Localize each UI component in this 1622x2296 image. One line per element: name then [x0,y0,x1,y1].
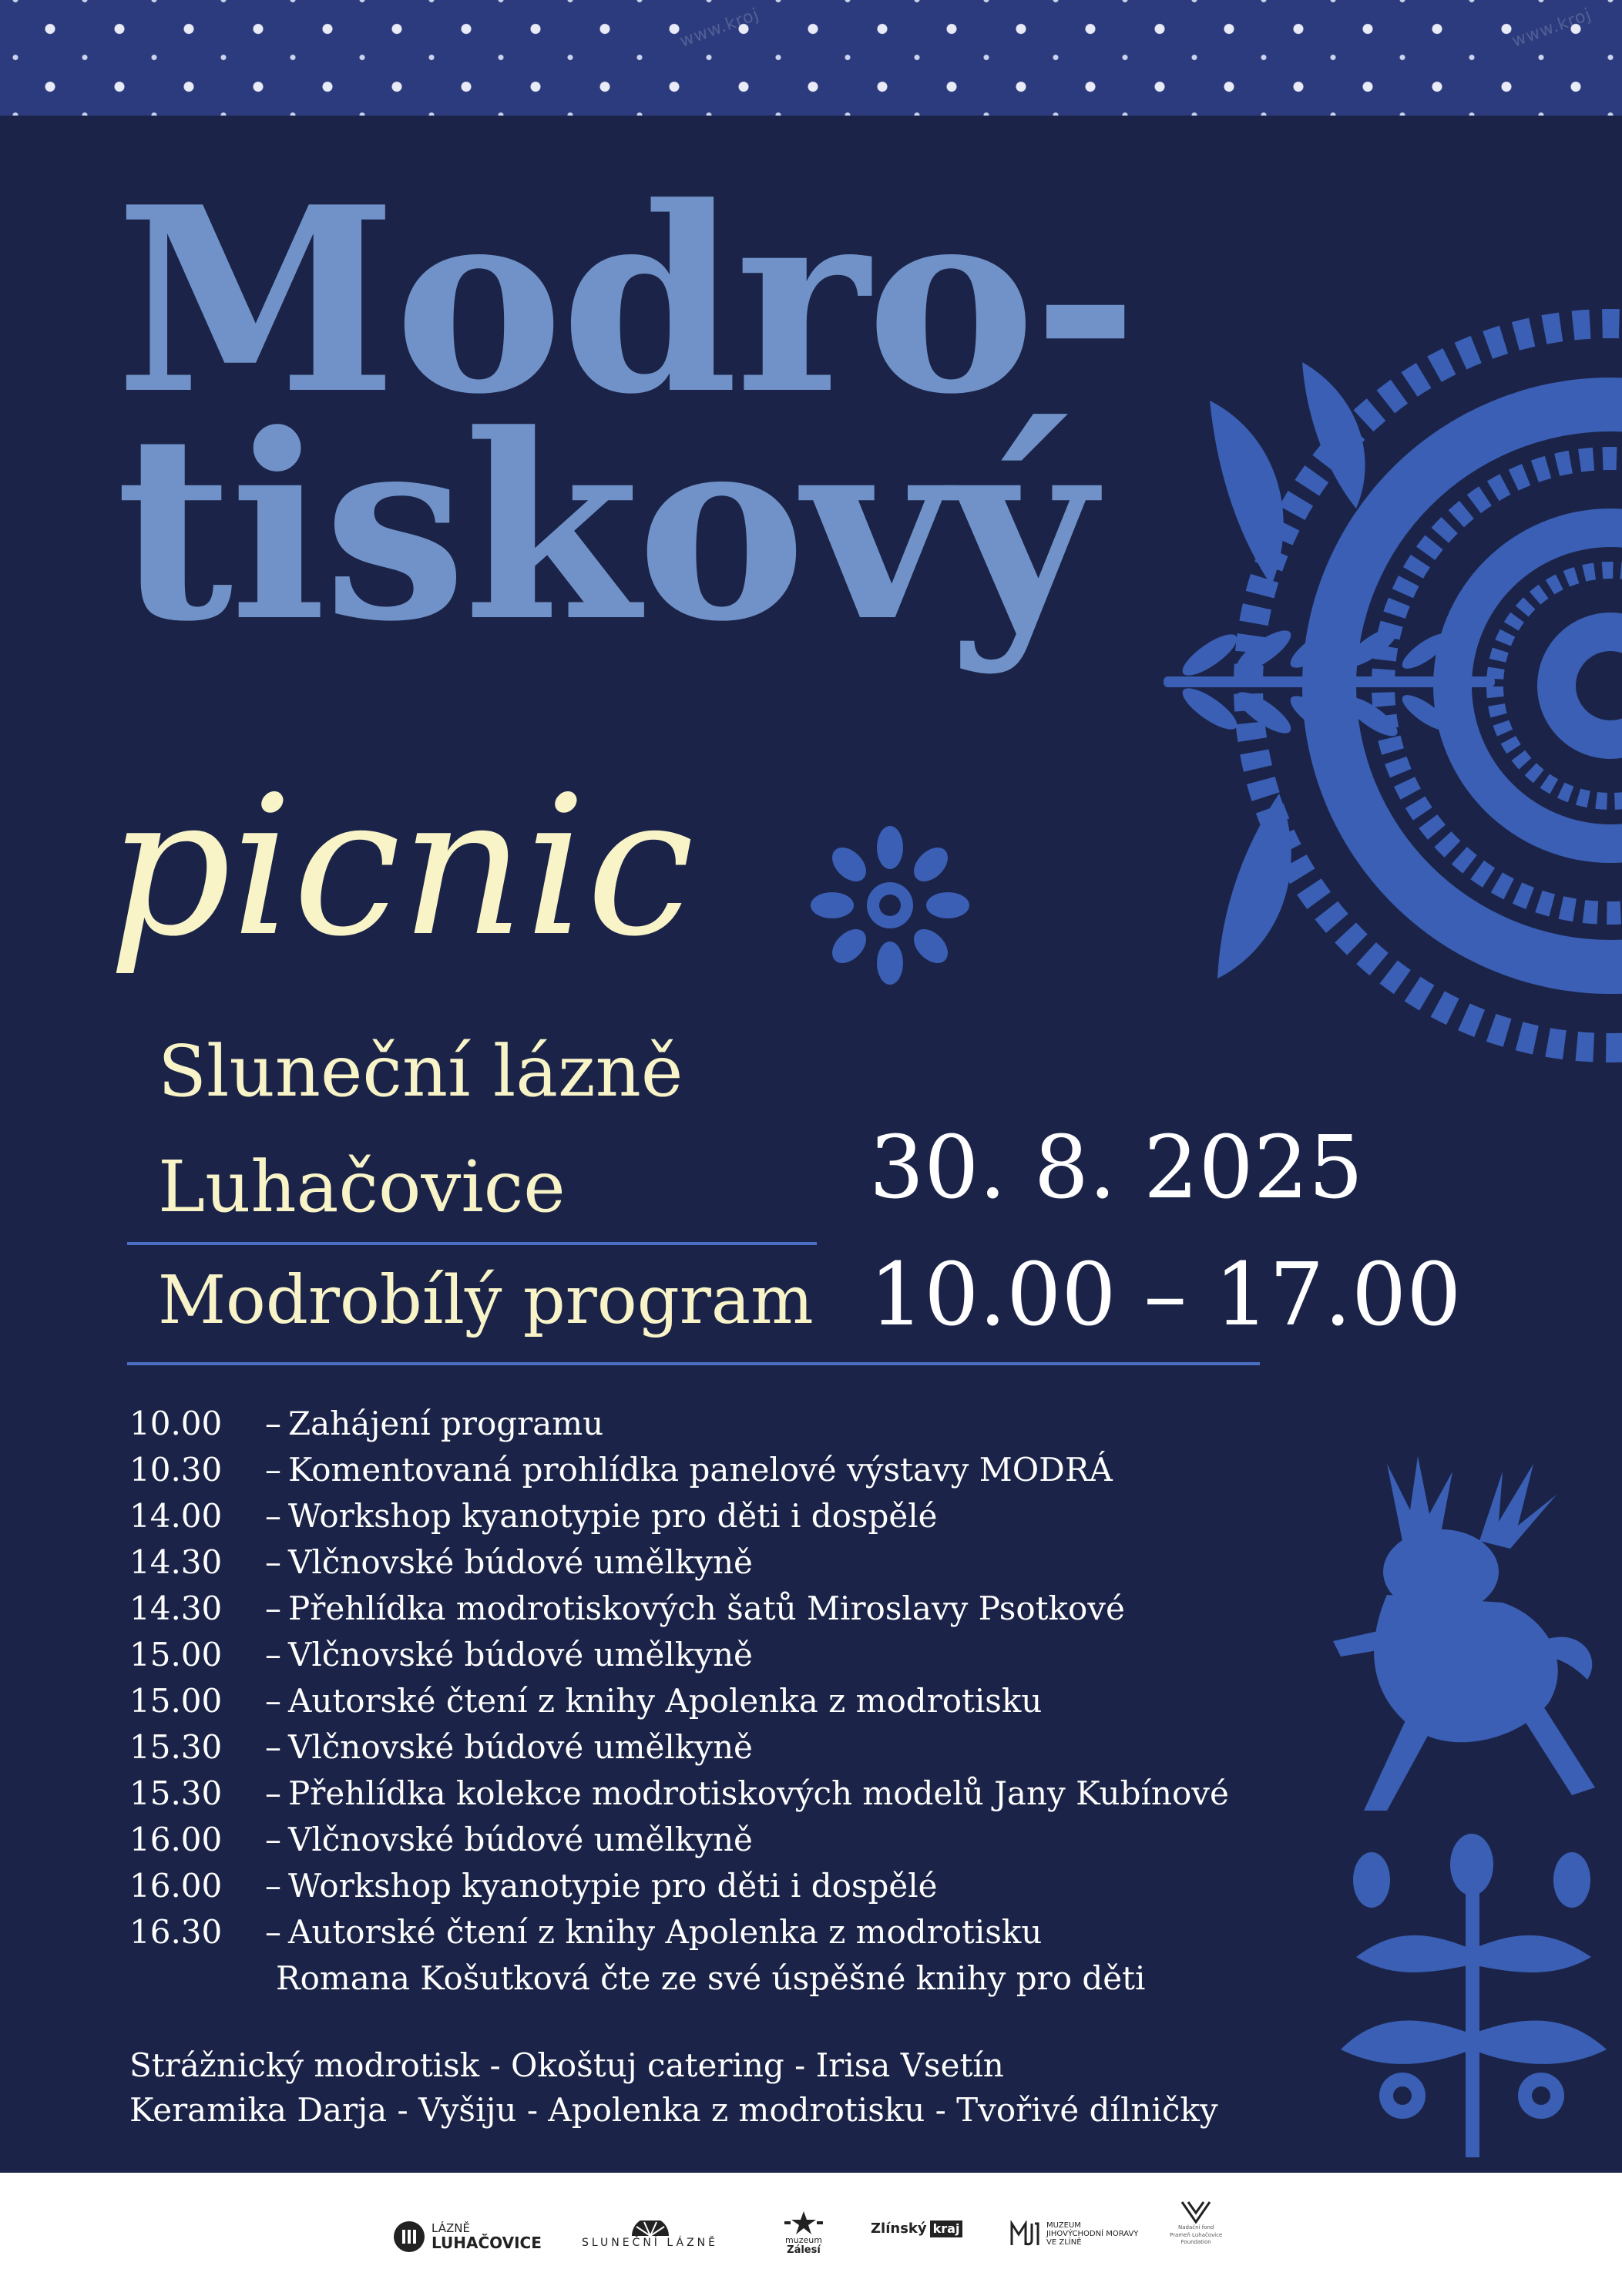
list-item [129,1771,1229,1817]
list-item [129,1724,1229,1771]
schedule-time: 16.00 [129,1821,223,1858]
schedule-separator: – [265,1774,281,1812]
schedule-time: 14.30 [129,1589,223,1627]
schedule-time: 15.30 [129,1774,223,1812]
schedule-separator: – [265,1497,281,1535]
list-item [129,1817,1229,1863]
sun-fan-icon [629,2220,672,2236]
venue-line-1: Sluneční lázně [158,1030,683,1113]
list-item [129,1493,1229,1539]
title-line-1: Modro- [116,151,1136,450]
event-date: 30. 8. 2025 [869,1118,1364,1218]
logo-muzeum-bottom: Zálesí [787,2244,821,2257]
logo-zlinsky-kraj [871,2220,962,2237]
schedule-text: Přehlídka modrotiskových šatů Miroslavy Psotkové [288,1589,1125,1627]
logo-slunecni-text: SLUNEČNÍ LÁZNĚ [582,2237,718,2249]
venue-line-2: Luhačovice [158,1146,566,1228]
schedule-text: Přehlídka kolekce modrotiskových modelů Jany Kubínové [288,1774,1229,1812]
schedule-time: 15.00 [129,1682,223,1720]
vendors [129,2043,1218,2133]
event-time: 10.00 – 17.00 [869,1245,1462,1345]
vendors-line-2: Keramika Darja - Vyšiju - Apolenka z modrotisku - Tvořivé dílničky [129,2091,1218,2129]
schedule-separator: – [265,1636,281,1673]
logo-muzeum-jihovychodni-moravy [1009,2220,1138,2247]
schedule-text: Vlčnovské búdové umělkyně [288,1543,753,1581]
schedule-time: 14.30 [129,1543,223,1581]
schedule-time: 16.00 [129,1867,223,1905]
schedule-text: Zahájení programu [288,1405,604,1442]
schedule-text: Autorské čtení z knihy Apolenka z modrotisku [288,1682,1043,1720]
program-heading: Modrobílý program [158,1262,814,1339]
logo-muzeum-zalesi [784,2210,823,2256]
schedule-time: 16.30 [129,1913,223,1951]
top-pattern-band [0,0,1622,116]
schedule-continuation: Romana Košutková čte ze své úspěšné knihy pro děti [276,1959,1146,1997]
divider-lower [127,1362,1260,1365]
program-schedule [129,1401,1229,2002]
list-item [129,1447,1229,1493]
schedule-separator: – [265,1821,281,1858]
footer-partners [0,2173,1622,2296]
schedule-text: Vlčnovské búdové umělkyně [288,1821,753,1858]
schedule-separator: – [265,1867,281,1905]
list-item [129,1539,1229,1586]
logo-zlinsky-a: Zlínský [871,2220,927,2237]
list-item [129,1909,1229,1955]
schedule-time: 14.00 [129,1497,223,1535]
schedule-separator: – [265,1405,281,1442]
title-line-2: tiskový [116,378,1093,677]
schedule-time: 10.30 [129,1451,223,1489]
ornament-deer [1318,1448,1610,1834]
logo-slunecni-lazne [582,2220,718,2249]
list-item [129,1401,1229,1447]
schedule-separator: – [265,1682,281,1720]
list-item [129,1678,1229,1724]
logo-nadacni-1: Nadační fond [1178,2224,1214,2231]
vendors-line-1: Strážnický modrotisk - Okoštuj catering - Irisa Vsetín [129,2046,1004,2084]
logo-zlinsky-b: kraj [930,2220,963,2237]
band-watermark-left: www.kroj [677,5,762,52]
schedule-text: Vlčnovské búdové umělkyně [288,1636,753,1673]
divider-upper [127,1242,817,1245]
logo-nadacni-3: Foundation [1180,2239,1211,2246]
ornament-tree [1325,1834,1622,2157]
schedule-separator: – [265,1543,281,1581]
ornament-folk-flower [1148,308,1622,1063]
schedule-text: Komentovaná prohlídka panelové výstavy MODRÁ [288,1451,1113,1489]
schedule-text: Workshop kyanotypie pro děti i dospělé [288,1497,938,1535]
logo-lazne-top: LÁZNĚ [432,2220,470,2235]
nadacni-fond-icon [1180,2200,1211,2224]
logo-muzeum-top: muzeum [785,2235,822,2245]
logo-mjm-2: JIHOVÝCHODNÍ MORAVY [1046,2229,1139,2238]
logo-nadacni-fond [1170,2200,1222,2246]
band-watermark-right: www.kroj [1509,5,1594,52]
schedule-text: Workshop kyanotypie pro děti i dospělé [288,1867,938,1905]
schedule-text: Autorské čtení z knihy Apolenka z modrotisku [288,1913,1043,1951]
schedule-time: 15.00 [129,1636,223,1673]
logo-lazne-bottom: LUHAČOVICE [432,2234,542,2253]
schedule-time: 10.00 [129,1405,223,1442]
list-item [129,1586,1229,1632]
mjm-monogram-icon [1009,2220,1040,2247]
schedule-time: 15.30 [129,1728,223,1766]
logo-nadacni-2: Prameň Luhačovice [1170,2231,1223,2238]
schedule-separator: – [265,1589,281,1627]
muzeum-star-icon [784,2210,823,2236]
logo-lazne-luhacovice [393,2220,542,2253]
list-item [129,1863,1229,1909]
schedule-text: Vlčnovské búdové umělkyně [288,1728,753,1766]
ornament-small-flower [809,824,971,986]
logo-mjm-1: MUZEUM [1046,2220,1081,2230]
schedule-separator: – [265,1913,281,1951]
list-item [129,1632,1229,1678]
lazne-emblem-icon [393,2220,425,2253]
schedule-separator: – [265,1451,281,1489]
logo-mjm-3: VE ZLÍNĚ [1046,2237,1082,2247]
schedule-separator: – [265,1728,281,1766]
title-line-3: picnic [108,754,694,978]
